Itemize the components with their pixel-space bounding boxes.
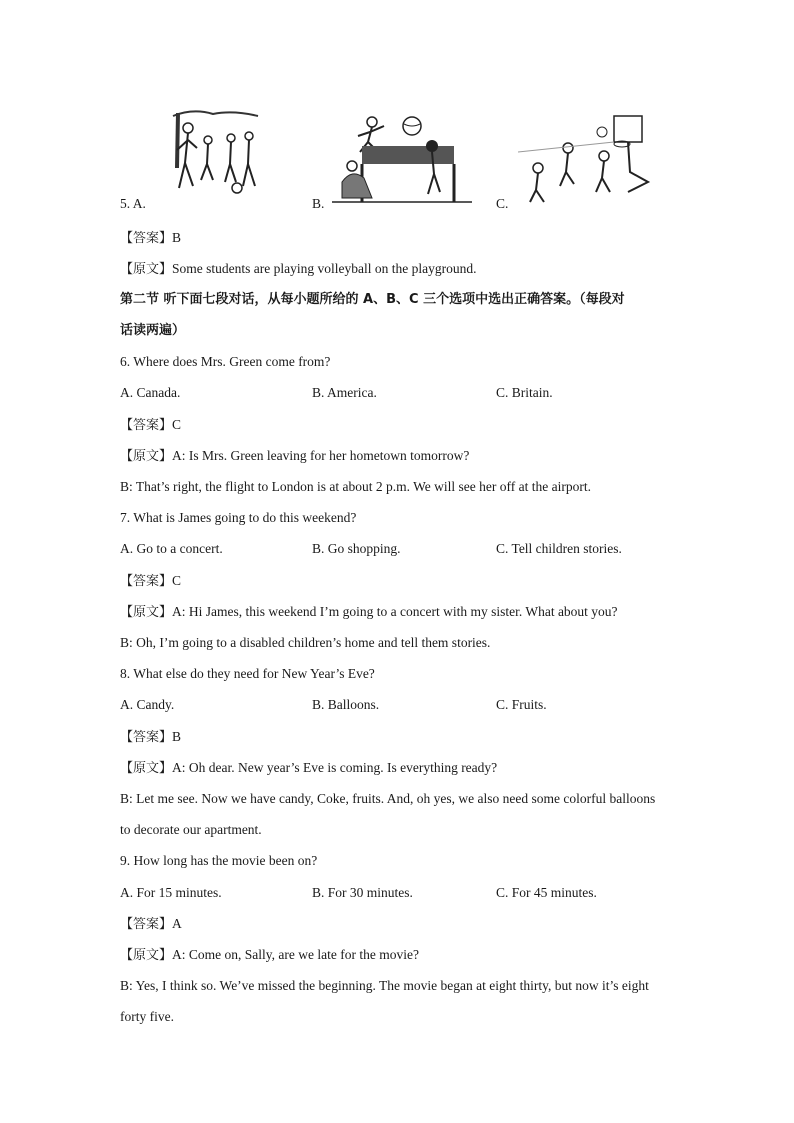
q6-answer: C	[172, 417, 182, 432]
q7-option-a: A. Go to a concert.	[120, 541, 223, 556]
q5-option-a: 5. A.	[120, 196, 146, 211]
q5-option-c: C.	[496, 196, 509, 211]
q5-script: Some students are playing volleyball on the playground.	[172, 261, 477, 276]
q6-answer-line	[120, 416, 181, 435]
soccer-picture	[163, 108, 263, 198]
q9-option-c: C. For 45 minutes.	[496, 885, 597, 900]
q9-script-b-cont: forty five.	[120, 1009, 174, 1024]
basketball-picture	[518, 112, 664, 204]
section-heading-cont: 话读两遍）	[120, 323, 186, 338]
q8-script-b: B: Let me see. Now we have candy, Coke, fruits. And, oh yes, we also need some colorful balloons	[120, 791, 656, 806]
q7-answer-line	[120, 572, 181, 591]
script-tag: 【原文】	[120, 761, 173, 776]
q9-answer-line	[120, 915, 182, 934]
q9-script-a	[120, 946, 419, 965]
q8-option-c: C. Fruits.	[496, 697, 547, 712]
script-tag: 【原文】	[120, 449, 173, 464]
answer-tag: 【答案】	[120, 418, 173, 433]
q5-answer: B	[172, 230, 182, 245]
q9-script-a-text: A: Come on, Sally, are we late for the movie?	[172, 947, 419, 962]
question-8: 8. What else do they need for New Year’s Eve?	[120, 666, 375, 681]
q5-script-line	[120, 260, 476, 279]
q8-script-a-text: A: Oh dear. New year’s Eve is coming. Is everything ready?	[172, 760, 498, 775]
question-7: 7. What is James going to do this weekend?	[120, 510, 357, 525]
script-tag: 【原文】	[120, 605, 173, 620]
answer-tag: 【答案】	[120, 917, 173, 932]
question-9: 9. How long has the movie been on?	[120, 853, 318, 868]
q7-script-b: B: Oh, I’m going to a disabled children’s home and tell them stories.	[120, 635, 491, 650]
q8-answer-line	[120, 728, 181, 747]
q6-option-a: A. Canada.	[120, 385, 181, 400]
q6-option-c: C. Britain.	[496, 385, 553, 400]
q6-script-a	[120, 447, 469, 466]
q6-option-b: B. America.	[312, 385, 377, 400]
q6-script-a-text: A: Is Mrs. Green leaving for her hometown tomorrow?	[172, 448, 470, 463]
question-6: 6. Where does Mrs. Green come from?	[120, 354, 331, 369]
q9-script-b: B: Yes, I think so. We’ve missed the beginning. The movie began at eight thirty, but now it’s eight	[120, 978, 649, 993]
section-heading: 第二节 听下面七段对话，从每小题所给的 A、B、C 三个选项中选出正确答案。（每段对	[120, 292, 625, 307]
q7-answer: C	[172, 573, 182, 588]
q7-script-a-text: A: Hi James, this weekend I’m going to a concert with my sister. What about you?	[172, 604, 618, 619]
script-tag: 【原文】	[120, 262, 173, 277]
script-tag: 【原文】	[120, 948, 173, 963]
q9-option-a: A. For 15 minutes.	[120, 885, 222, 900]
answer-tag: 【答案】	[120, 231, 173, 246]
q9-option-b: B. For 30 minutes.	[312, 885, 413, 900]
answer-tag: 【答案】	[120, 574, 173, 589]
q8-script-b-cont: to decorate our apartment.	[120, 822, 262, 837]
q8-script-a	[120, 759, 497, 778]
q8-option-a: A. Candy.	[120, 697, 175, 712]
q6-script-b: B: That’s right, the flight to London is at about 2 p.m. We will see her off at the airport.	[120, 479, 591, 494]
q7-option-c: C. Tell children stories.	[496, 541, 622, 556]
answer-tag: 【答案】	[120, 730, 173, 745]
q7-script-a	[120, 603, 618, 622]
volleyball-picture	[332, 112, 472, 204]
q5-option-b: B.	[312, 196, 325, 211]
q5-answer-line	[120, 229, 181, 248]
q9-answer: A	[172, 916, 182, 931]
q7-option-b: B. Go shopping.	[312, 541, 401, 556]
q8-option-b: B. Balloons.	[312, 697, 380, 712]
q8-answer: B	[172, 729, 182, 744]
